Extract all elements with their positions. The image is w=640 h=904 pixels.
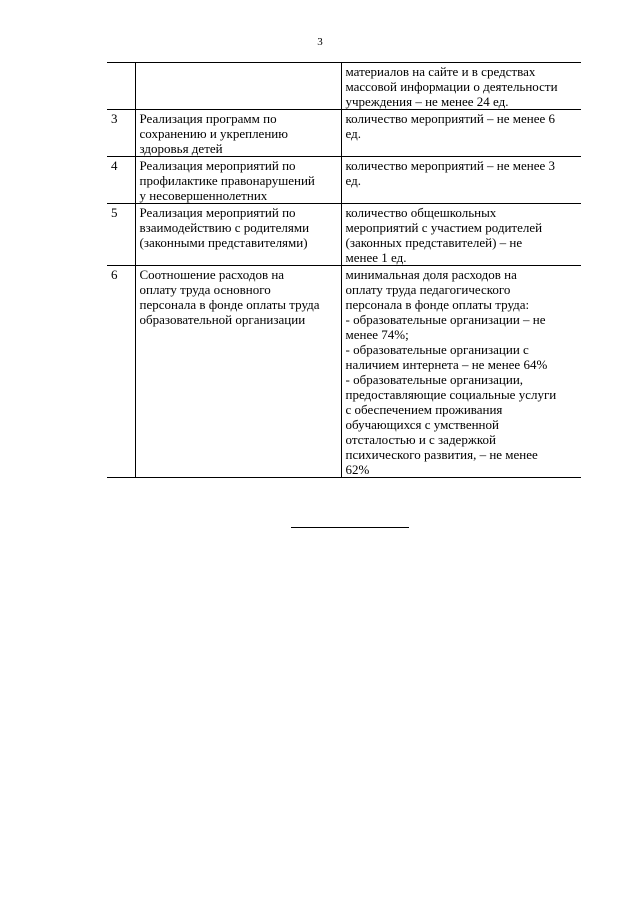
table-row bbox=[107, 266, 581, 478]
end-of-document-rule bbox=[291, 527, 409, 528]
value-line: мероприятий с участием родителей bbox=[345, 220, 543, 235]
indicator-name bbox=[135, 157, 341, 204]
name-line: профилактике правонарушений bbox=[139, 173, 315, 188]
row-number: 5 bbox=[107, 204, 135, 266]
value-line: предоставляющие социальные услуги bbox=[345, 387, 557, 402]
indicator-value bbox=[341, 204, 581, 266]
name-line: здоровья детей bbox=[139, 141, 223, 156]
value-line: наличием интернета – не менее 64% bbox=[345, 357, 548, 372]
row-number: 3 bbox=[107, 110, 135, 157]
value-line: психического развития, – не менее bbox=[345, 447, 538, 462]
indicator-value bbox=[341, 63, 581, 110]
value-line: с обеспечением проживания bbox=[345, 402, 503, 417]
name-line: Соотношение расходов на bbox=[139, 267, 285, 282]
indicator-value bbox=[341, 266, 581, 478]
value-line: - образовательные организации – не bbox=[345, 312, 546, 327]
value-line: персонала в фонде оплаты труда: bbox=[345, 297, 530, 312]
value-line: отсталостью и с задержкой bbox=[345, 432, 496, 447]
table-row bbox=[107, 204, 581, 266]
name-line: (законными представителями) bbox=[139, 235, 308, 250]
value-line: количество мероприятий – не менее 3 bbox=[345, 158, 556, 173]
row-number: 4 bbox=[107, 157, 135, 204]
indicator-name bbox=[135, 266, 341, 478]
name-line: персонала в фонде оплаты труда bbox=[139, 297, 320, 312]
name-line: Реализация мероприятий по bbox=[139, 205, 296, 220]
table-row bbox=[107, 157, 581, 204]
value-line: - образовательные организации с bbox=[345, 342, 529, 357]
name-line: образовательной организации bbox=[139, 312, 306, 327]
value-line: оплату труда педагогического bbox=[345, 282, 511, 297]
table-row bbox=[107, 63, 581, 110]
name-line: Реализация мероприятий по bbox=[139, 158, 296, 173]
value-line: 62% bbox=[345, 462, 370, 477]
value-line: минимальная доля расходов на bbox=[345, 267, 517, 282]
indicators-table bbox=[107, 62, 581, 478]
value-line: количество мероприятий – не менее 6 bbox=[345, 111, 556, 126]
value-line: материалов на сайте и в средствах bbox=[345, 64, 536, 79]
value-line: - образовательные организации, bbox=[345, 372, 524, 387]
indicator-name bbox=[135, 204, 341, 266]
value-line: учреждения – не менее 24 ед. bbox=[345, 94, 509, 109]
value-line: менее 1 ед. bbox=[345, 250, 407, 265]
page-number: 3 bbox=[317, 36, 323, 48]
indicator-name bbox=[135, 63, 341, 110]
name-line: Реализация программ по bbox=[139, 111, 277, 126]
value-line: массовой информации о деятельности bbox=[345, 79, 558, 94]
value-line: ед. bbox=[345, 126, 361, 141]
indicator-value bbox=[341, 110, 581, 157]
value-line: количество общешкольных bbox=[345, 205, 497, 220]
row-number: 6 bbox=[107, 266, 135, 478]
name-line: оплату труда основного bbox=[139, 282, 271, 297]
table-row bbox=[107, 110, 581, 157]
name-line: сохранению и укреплению bbox=[139, 126, 288, 141]
name-line: взаимодействию с родителями bbox=[139, 220, 310, 235]
indicator-name bbox=[135, 110, 341, 157]
value-line: ед. bbox=[345, 173, 361, 188]
value-line: (законных представителей) – не bbox=[345, 235, 523, 250]
value-line: менее 74%; bbox=[345, 327, 409, 342]
value-line: обучающихся с умственной bbox=[345, 417, 499, 432]
indicator-value bbox=[341, 157, 581, 204]
name-line: у несовершеннолетних bbox=[139, 188, 268, 203]
row-number bbox=[107, 63, 135, 110]
